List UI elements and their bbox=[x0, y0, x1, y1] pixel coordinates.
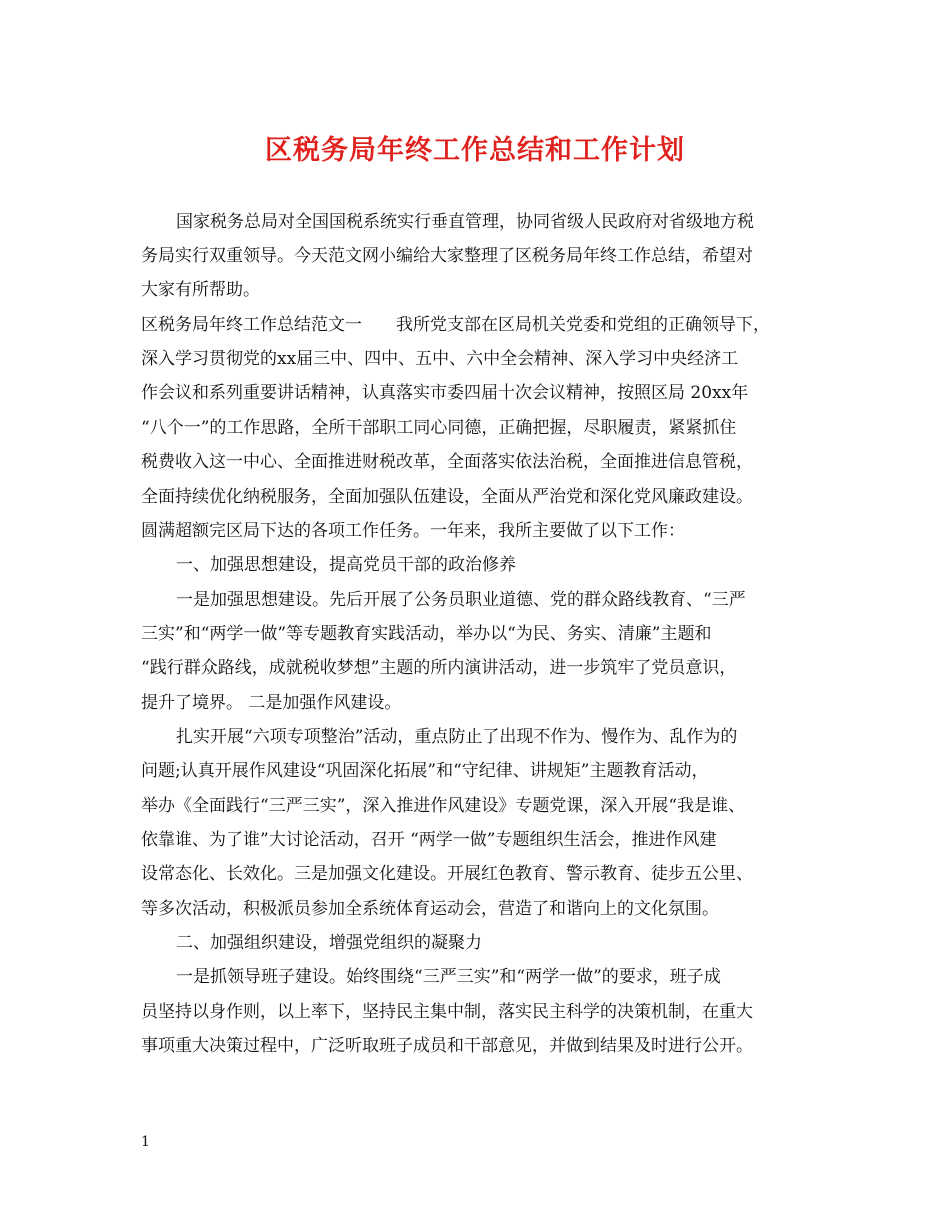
section-heading: 二、加强组织建设，增强党组织的凝聚力 bbox=[176, 933, 482, 953]
paragraph-line: 等多次活动，积极派员参加全系统体育运动会，营造了和谐向上的文化氛围。 bbox=[141, 899, 719, 919]
paragraph-line: “践行群众路线，成就税收梦想”主题的所内演讲活动，进一步筑牢了党员意识， bbox=[141, 658, 737, 678]
paragraph-line: 税费收入这一中心、全面推进财税改革，全面落实依法治税，全面推进信息管税， bbox=[141, 452, 753, 472]
paragraph-line: 设常态化、长效化。三是加强文化建设。开展红色教育、警示教育、徒步五公里、 bbox=[141, 864, 753, 884]
paragraph-line: 举办《全面践行“三严三实”，深入推进作风建设》专题党课，深入开展“我是谁、 bbox=[141, 796, 746, 816]
paragraph-line: “八个一”的工作思路，全所干部职工同心同德，正确把握，尽职履责，紧紧抓住 bbox=[141, 418, 737, 438]
paragraph-line: 一是加强思想建设。先后开展了公务员职业道德、党的群众路线教育、“三严 bbox=[176, 590, 746, 610]
paragraph-line: 一是抓领导班子建设。始终围绕“三严三实”和“两学一做”的要求，班子成 bbox=[176, 967, 721, 987]
paragraph-line: 区税务局年终工作总结范文一 我所党支部在区局机关党委和党组的正确领导下， bbox=[141, 315, 770, 335]
paragraph-line: 三实”和“两学一做”等专题教育实践活动，举办以“为民、务实、清廉”主题和 bbox=[141, 624, 712, 644]
paragraph-line: 提升了境界。 二是加强作风建设。 bbox=[141, 693, 402, 713]
paragraph-line: 依靠谁、为了谁”大讨论活动，召开 “两学一做”专题组织生活会，推进作风建 bbox=[141, 830, 717, 850]
paragraph-line: 事项重大决策过程中，广泛听取班子成员和干部意见，并做到结果及时进行公开。 bbox=[141, 1036, 753, 1056]
paragraph-line: 大家有所帮助。 bbox=[141, 280, 260, 300]
paragraph-line: 扎实开展“六项专项整治”活动，重点防止了出现不作为、慢作为、乱作为的 bbox=[176, 727, 738, 747]
paragraph-line: 国家税务总局对全国国税系统实行垂直管理，协同省级人民政府对省级地方税 bbox=[176, 212, 754, 232]
paragraph-line: 圆满超额完区局下达的各项工作任务。一年来，我所主要做了以下工作： bbox=[141, 521, 685, 541]
paragraph-line: 作会议和系列重要讲话精神，认真落实市委四届十次会议精神，按照区局 20xx年 bbox=[141, 383, 749, 403]
document-title: 区税务局年终工作总结和工作计划 bbox=[265, 135, 685, 166]
page-number: 1 bbox=[141, 1134, 150, 1150]
section-heading: 一、加强思想建设，提高党员干部的政治修养 bbox=[176, 555, 516, 575]
paragraph-line: 务局实行双重领导。今天范文网小编给大家整理了区税务局年终工作总结，希望对 bbox=[141, 246, 753, 266]
paragraph-line: 问题;认真开展作风建设“巩固深化拓展”和“守纪律、讲规矩”主题教育活动， bbox=[141, 761, 709, 781]
paragraph-line: 全面持续优化纳税服务，全面加强队伍建设，全面从严治党和深化党风廉政建设。 bbox=[141, 487, 753, 507]
paragraph-line: 员坚持以身作则，以上率下，坚持民主集中制，落实民主科学的决策机制，在重大 bbox=[141, 1002, 753, 1022]
paragraph-line: 深入学习贯彻党的xx届三中、四中、五中、六中全会精神、深入学习中央经济工 bbox=[141, 349, 739, 369]
